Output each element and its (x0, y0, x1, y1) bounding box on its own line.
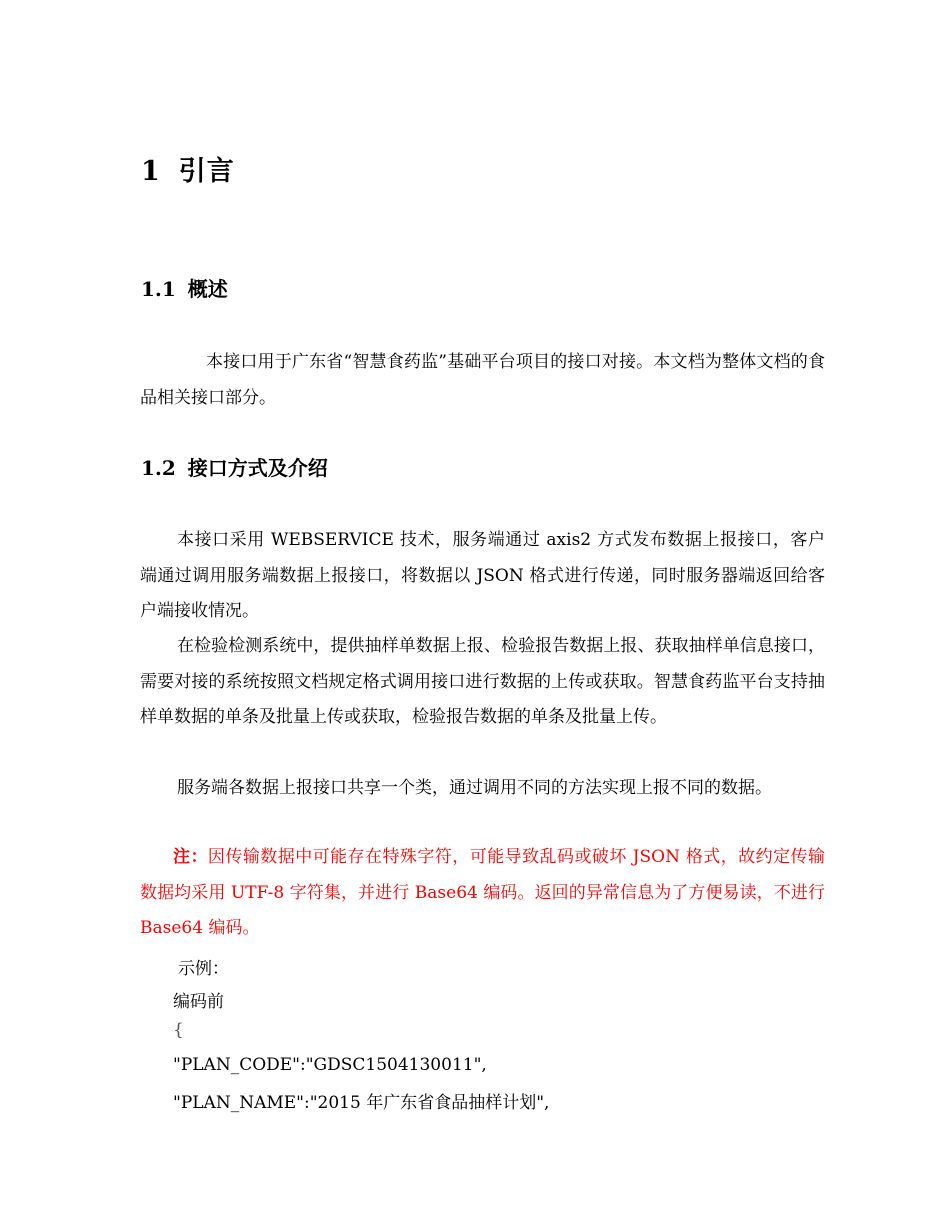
section-title: 概述 (187, 277, 228, 301)
code-line: { (173, 1020, 184, 1040)
section-heading-1 (141, 149, 235, 188)
section-number: 1.2 (141, 456, 176, 480)
example-label: 示例： (178, 959, 229, 979)
section-title: 接口方式及介绍 (187, 456, 328, 480)
code-line: "PLAN_NAME":"2015 年广东省食品抽样计划", (173, 1093, 550, 1113)
section-number: 1 (141, 156, 161, 187)
section-title: 引言 (178, 156, 235, 187)
section-heading-1-2 (141, 452, 328, 481)
note-text: 因传输数据中可能存在特殊字符，可能导致乱码或破坏 JSON 格式，故约定传输数据均采用 UTF-8 字符集，并进行 Base64 编码。返回的异常信息为了方便易读，不进行 Base64 编码。 (140, 847, 825, 938)
encoding-note (140, 840, 825, 947)
interface-paragraph-1: 本接口采用 WEBSERVICE 技术，服务端通过 axis2 方式发布数据上报接口，客户端通过调用服务端数据上报接口，将数据以 JSON 格式进行传递，同时服务器端返回给客户端接收情况。 (140, 530, 825, 621)
before-encoding-label: 编码前 (173, 992, 224, 1012)
note-label: 注： (173, 847, 208, 867)
interface-paragraph-3: 服务端各数据上报接口共享一个类，通过调用不同的方法实现上报不同的数据。 (177, 778, 772, 798)
section-heading-1-1 (141, 273, 228, 302)
interface-paragraph-2: 在检验检测系统中，提供抽样单数据上报、检验报告数据上报、获取抽样单信息接口，需要对接的系统按照文档规定格式调用接口进行数据的上传或获取。智慧食药监平台支持抽样单数据的单条及批量上传或获取，检验报告数据的单条及批量上传。 (140, 636, 825, 727)
overview-paragraph: 本接口用于广东省“智慧食药监”基础平台项目的接口对接。本文档为整体文档的食品相关接口部分。 (140, 352, 825, 408)
section-number: 1.1 (141, 277, 176, 301)
code-line: "PLAN_CODE":"GDSC1504130011", (173, 1055, 487, 1075)
